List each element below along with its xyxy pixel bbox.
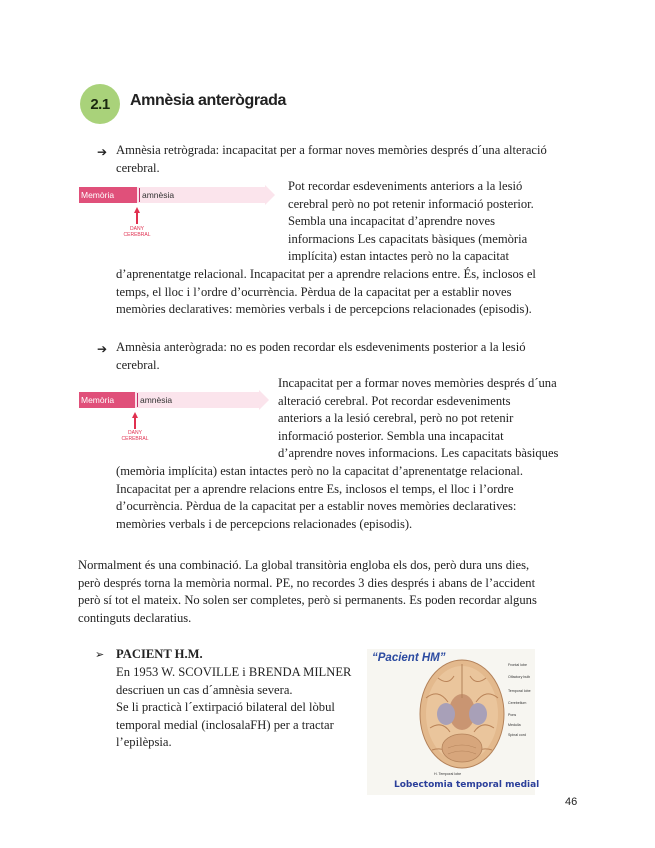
- lesion-line: [137, 393, 138, 407]
- normal-memory-label: Memòria normal: [79, 392, 135, 408]
- timeline-arrow-tip: [265, 185, 275, 205]
- amnesia-label: amnèsia: [142, 190, 175, 200]
- retrograde-side-text: Pot recordar esdeveniments anteriors a la lesió cerebral però no pot retenir informació posterior. Sembla una incapacitat d’aprendre noves informacions Les capacitats bàsiques (memòria implícita) estan intactes però no la capacitat: [288, 179, 534, 264]
- lesion-arrow-stem: [134, 417, 136, 429]
- arrow-bullet-icon: ➔: [97, 145, 108, 159]
- anterograde-intro: Amnèsia anterògrada: no es poden recordar els esdeveniments posterior a la lesió cerebral.: [116, 340, 526, 372]
- anterograde-side-text: Incapacitat per a formar noves memòries després d´una alteració cerebral. Pot recordar esdeveniments anteriors a la lesió cerebral, però no pot retenir informació posterior. Sembla una incapacitat d’aprendre noves informacions. Les capacitats bàsiques: [278, 376, 559, 461]
- figure-title: “Pacient HM”: [372, 652, 446, 664]
- combination-paragraph: Normalment és una combinació. La global transitòria engloba els dos, però dura uns dies, però després torna la memòria normal. PE, no recordes 3 dies després i abans de l’accident però sí tot el mateix. No solen ser completes, però si permanents. Es poden recordar alguns continguts declaratius.: [78, 558, 537, 625]
- section-title: Amnèsia anterògrada: [130, 92, 287, 109]
- page-number: 46: [565, 796, 578, 808]
- section-number-badge: 2.1: [80, 84, 120, 124]
- lesion-label: DANY CEREBRAL: [121, 430, 149, 442]
- amnesia-label: amnèsia: [140, 395, 173, 405]
- brain-labels: Frontal lobe Olfactory bulb Temporal lobe Cerebellum Pons Medulla Spinal cord: [508, 663, 531, 737]
- figure-caption: Lobectomia temporal medial: [394, 780, 540, 790]
- lesion-arrow-stem: [136, 212, 138, 224]
- normal-memory-label: Memòria normal: [79, 187, 137, 203]
- timeline-arrow-tip: [259, 390, 269, 410]
- retrograde-diagram: [79, 185, 279, 245]
- patient-heading: PACIENT H.M.: [116, 647, 203, 661]
- anterograde-diagram: [79, 390, 279, 450]
- brain-image: [418, 658, 506, 774]
- arrow-bullet-icon: ➔: [97, 342, 108, 356]
- retrograde-intro: Amnèsia retrògrada: incapacitat per a formar noves memòries després d´una alteració cerebral.: [116, 143, 547, 175]
- brain-bottom-label: H. Temporal lobe: [434, 772, 462, 776]
- lesion-line: [139, 188, 140, 202]
- patient-text: En 1953 W. SCOVILLE i BRENDA MILNER descriuen un cas d´amnèsia severa. Se li practicà l´extirpació bilateral del lòbul temporal medial (inclosalaFH) per a tractar l’epilèpsia.: [116, 665, 352, 750]
- triangle-bullet-icon: ➢: [95, 648, 105, 661]
- anterograde-full-text: (memòria implícita) estan intactes però no la capacitat d’aprenentatge relacional. Incapacitat per a aprendre relacions entre Es, inclosos el temps, el lloc i l’ordre d’ocurrència. Pèrdua de la capacitat per a establir noves memòries declaratives: memòries verbals i de percepcions relacionades (episodis).: [116, 464, 524, 531]
- lesion-label: DANY CEREBRAL: [123, 226, 151, 238]
- retrograde-full-text: d’aprenentatge relacional. Incapacitat per a aprendre relacions entre. És, inclosos el temps, el lloc i l’ordre d’ocurrència. Pèrdua de la capacitat per a establir noves memòries declaratives: memòries verbals i de percepcions relacionades (episodis).: [116, 267, 536, 317]
